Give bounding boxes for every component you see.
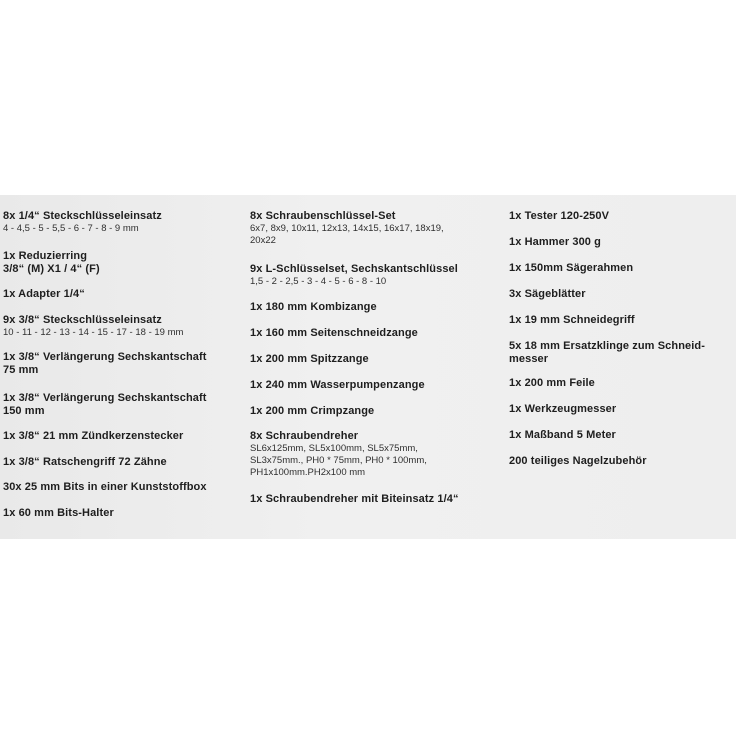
list-item [250,353,369,366]
item-title: 1x Tester 120-250V [509,210,610,222]
item-title: 1x Adapter 1/4“ [3,288,85,300]
item-title: 1x 3/8“ 21 mm Zündkerzenstecker [3,430,184,442]
list-item [3,351,207,377]
list-item [509,236,601,249]
item-title: 9x L-Schlüsselset, Sechskantschlüssel [250,263,458,275]
item-detail: 4 - 4,5 - 5 - 5,5 - 6 - 7 - 8 - 9 mm [3,223,139,234]
item-detail: 10 - 11 - 12 - 13 - 14 - 15 - 17 - 18 - 19 mm [3,327,184,338]
item-title: 1x 200 mm Crimpzange [250,405,375,417]
list-item [250,493,459,506]
item-title: 1x Maßband 5 Meter [509,429,616,441]
item-title: 3x Sägeblätter [509,288,586,300]
item-title: 1x 240 mm Wasserpumpenzange [250,379,425,391]
list-item [250,263,458,288]
list-item [250,379,425,392]
item-title: 1x Reduzierring 3/8“ (M) X1 / 4“ (F) [3,250,100,275]
list-item [250,327,418,340]
item-detail: 1,5 - 2 - 2,5 - 3 - 4 - 5 - 6 - 8 - 10 [250,276,387,287]
item-title: 5x 18 mm Ersatzklinge zum Schneid- messer [509,340,705,365]
list-item [3,250,100,276]
item-title: 1x 3/8“ Verlängerung Sechskantschaft 150 mm [3,392,207,417]
list-item [3,314,183,339]
list-item [250,405,374,418]
item-title: 1x 200 mm Feile [509,377,595,389]
item-title: 1x 3/8“ Verlängerung Sechskantschaft 75 mm [3,351,207,376]
item-title: 1x 180 mm Kombizange [250,301,377,313]
item-detail: 6x7, 8x9, 10x11, 12x13, 14x15, 16x17, 18x19, 20x22 [250,223,444,246]
list-item [3,481,207,494]
list-item [3,288,85,301]
item-title: 8x Schraubendreher [250,430,359,442]
list-item [3,392,207,418]
item-title: 1x 200 mm Spitzzange [250,353,369,365]
list-item [509,340,705,366]
list-item [509,403,616,416]
list-item [250,301,377,314]
list-item [3,430,183,443]
item-title: 8x Schraubenschlüssel-Set [250,210,396,222]
list-item [3,456,167,469]
list-item [509,377,595,390]
list-item [509,262,633,275]
item-title: 200 teiliges Nagelzubehör [509,455,647,467]
list-item [509,455,647,468]
item-title: 1x Schraubendreher mit Biteinsatz 1/4“ [250,493,459,505]
item-title: 1x Werkzeugmesser [509,403,617,415]
list-item [509,288,586,301]
item-title: 1x Hammer 300 g [509,236,601,248]
list-item [509,314,635,327]
list-item [250,210,444,247]
item-title: 8x 1/4“ Steckschlüsseleinsatz [3,210,162,222]
list-item [3,210,162,235]
item-title: 9x 3/8“ Steckschlüsseleinsatz [3,314,162,326]
item-title: 1x 60 mm Bits-Halter [3,507,114,519]
list-item [3,507,114,520]
item-title: 1x 3/8“ Ratschengriff 72 Zähne [3,456,167,468]
item-title: 1x 160 mm Seitenschneidzange [250,327,418,339]
item-title: 1x 19 mm Schneidegriff [509,314,635,326]
list-item [250,430,427,479]
item-detail: SL6x125mm, SL5x100mm, SL5x75mm, SL3x75mm., PH0 * 75mm, PH0 * 100mm, PH1x100mm.PH2x100 mm [250,443,427,478]
item-title: 1x 150mm Sägerahmen [509,262,634,274]
list-item [509,429,616,442]
item-title: 30x 25 mm Bits in einer Kunststoffbox [3,481,207,493]
list-item [509,210,609,223]
